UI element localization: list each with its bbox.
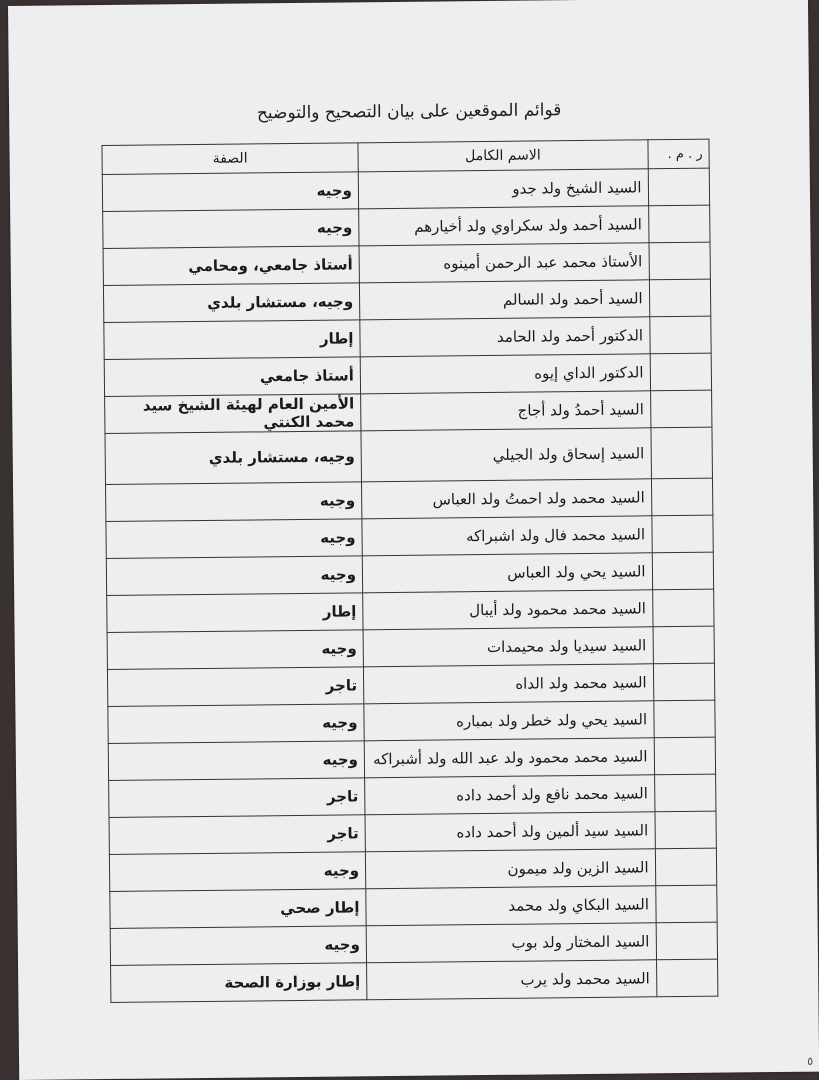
table-row: [104, 316, 711, 359]
row-description: وجيه: [109, 852, 365, 892]
row-description: الأمين العام لهيئة الشيخ سيد محمد الكنتي: [105, 394, 361, 434]
signatories-table: [101, 139, 718, 1003]
table-row: [104, 353, 711, 396]
row-full-name: السيد أحمد ولد سكراوي ولد أخيارهم: [359, 206, 649, 246]
row-description: وجيه: [108, 704, 364, 744]
row-full-name: السيد يحي ولد العباس: [362, 553, 652, 593]
row-number: [649, 242, 711, 280]
row-full-name: السيد محمد محمود ولد عبد الله ولد أشبراكه: [364, 738, 654, 778]
table-row: [109, 774, 716, 817]
table-row: [111, 959, 718, 1002]
table-row: [108, 737, 715, 780]
document-page: [8, 0, 819, 1080]
row-number: [649, 316, 711, 354]
page-number: ٥: [807, 1054, 814, 1068]
row-full-name: السيد الزين ولد ميمون: [365, 849, 655, 889]
row-full-name: السيد الشيخ ولد جدو: [358, 169, 648, 209]
table-row: [103, 279, 710, 322]
row-number: [651, 427, 713, 479]
table-row: [106, 478, 713, 521]
header-number: ر . م .: [647, 139, 709, 169]
row-number: [656, 959, 718, 997]
row-number: [651, 478, 713, 516]
row-description: وجيه: [110, 926, 366, 966]
row-number: [653, 626, 715, 664]
table-row: [110, 922, 717, 965]
document-title: قوائم الموقعين على بيان التصحيح والتوضيح: [256, 100, 562, 124]
table-row: [107, 663, 714, 706]
row-number: [654, 737, 716, 775]
header-full-name: الاسم الكامل: [358, 140, 648, 172]
row-full-name: السيد إسحاق ولد الجيلي: [361, 428, 651, 482]
row-full-name: السيد يحي ولد خطر ولد بمباره: [364, 701, 654, 741]
table-row: [109, 848, 716, 891]
row-full-name: السيد سيديا ولد محيمدات: [363, 627, 653, 667]
row-description: وجيه: [102, 172, 358, 212]
row-description: وجيه: [106, 519, 362, 559]
row-description: أستاذ جامعي، ومحامي: [103, 246, 359, 286]
row-full-name: الأستاذ محمد عبد الرحمن أمينوه: [359, 243, 649, 283]
row-full-name: السيد محمد محمود ولد أيبال: [363, 590, 653, 630]
row-number: [650, 353, 712, 391]
row-description: تاجر: [107, 667, 363, 707]
row-number: [654, 774, 716, 812]
row-full-name: السيد محمد فال ولد اشبراكه: [362, 516, 652, 556]
row-full-name: السيد محمد نافع ولد أحمد داده: [365, 775, 655, 815]
row-number: [653, 663, 715, 701]
row-number: [653, 700, 715, 738]
row-description: وجيه: [107, 630, 363, 670]
table-body: [102, 168, 718, 1002]
table-row: [107, 626, 714, 669]
table-row: [106, 515, 713, 558]
row-full-name: الدكتور أحمد ولد الحامد: [360, 317, 650, 357]
row-full-name: الدكتور الداي إيوه: [360, 354, 650, 394]
row-description: أستاذ جامعي: [104, 357, 360, 397]
row-description: وجيه: [108, 741, 364, 781]
table-row: [102, 168, 709, 211]
table-row: [106, 552, 713, 595]
row-number: [652, 589, 714, 627]
row-description: تاجر: [109, 815, 365, 855]
row-full-name: السيد أحمدُ ولد أجاج: [361, 391, 651, 431]
row-description: وجيه، مستشار بلدي: [103, 283, 359, 323]
row-description: وجيه: [106, 482, 362, 522]
table-row: [103, 205, 710, 248]
table-row: [110, 885, 717, 928]
table-row: [103, 242, 710, 285]
row-description: وجيه: [103, 209, 359, 249]
table-row: [105, 427, 713, 484]
row-full-name: السيد أحمد ولد السالم: [359, 280, 649, 320]
row-number: [655, 885, 717, 923]
row-number: [648, 205, 710, 243]
row-full-name: السيد محمد ولد يرب: [367, 960, 657, 1000]
row-full-name: السيد محمد ولد احمتُ ولد العباس: [362, 479, 652, 519]
row-number: [648, 168, 710, 206]
row-number: [656, 922, 718, 960]
row-number: [652, 552, 714, 590]
row-description: إطار بوزارة الصحة: [111, 963, 367, 1003]
row-description: إطار صحي: [110, 889, 366, 929]
table-row: [108, 700, 715, 743]
row-description: تاجر: [109, 778, 365, 818]
row-number: [650, 390, 712, 428]
row-description: وجيه، مستشار بلدي: [105, 431, 362, 485]
row-number: [655, 811, 717, 849]
table-row: [109, 811, 716, 854]
row-full-name: السيد البكاي ولد محمد: [366, 886, 656, 926]
row-description: وجيه: [106, 556, 362, 596]
row-full-name: السيد المختار ولد بوب: [366, 923, 656, 963]
header-description: الصفة: [102, 143, 358, 175]
table-row: [107, 589, 714, 632]
row-description: إطار: [104, 320, 360, 360]
row-full-name: السيد سيد ألمين ولد أحمد داده: [365, 812, 655, 852]
row-number: [651, 515, 713, 553]
row-full-name: السيد محمد ولد الداه: [363, 664, 653, 704]
row-number: [649, 279, 711, 317]
row-description: إطار: [107, 593, 363, 633]
table-row: [105, 390, 712, 433]
row-number: [655, 848, 717, 886]
